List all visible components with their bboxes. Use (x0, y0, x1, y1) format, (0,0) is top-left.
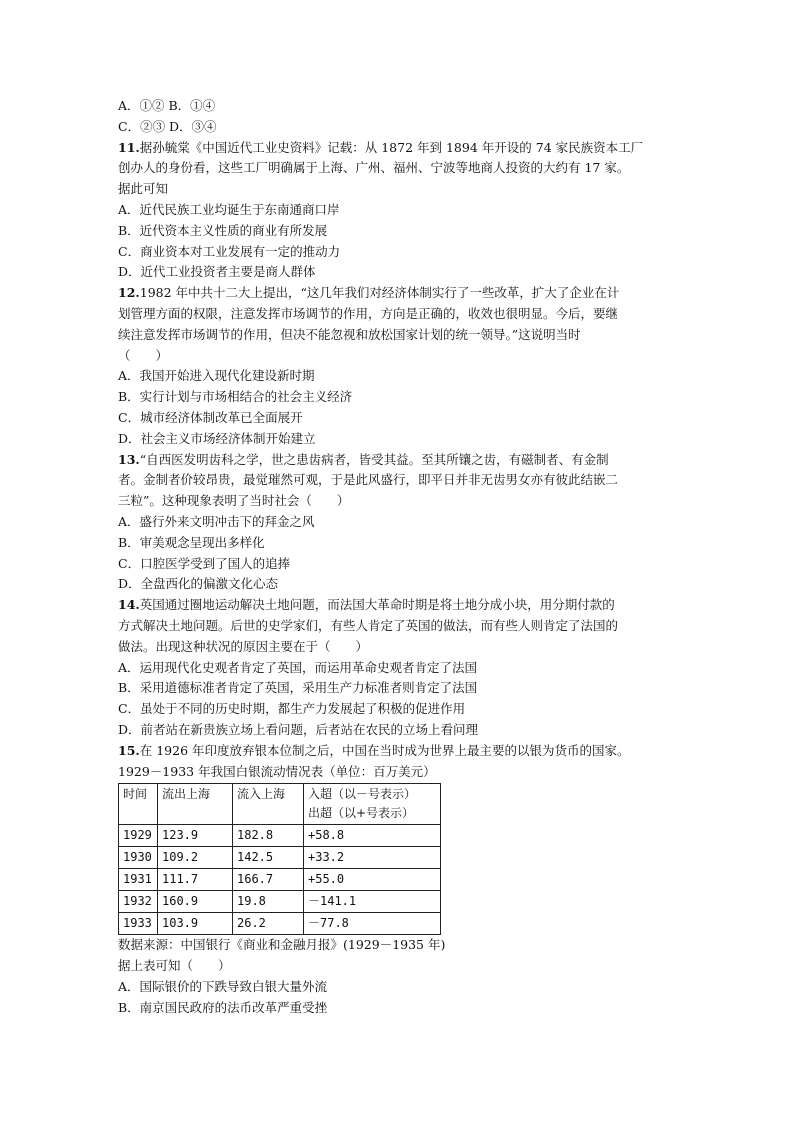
q12-stem (118, 283, 678, 304)
table-header-cell (304, 784, 441, 825)
q11-option-a: A．近代民族工业均诞生于东南通商口岸 (118, 201, 340, 217)
q12-option-c: C．城市经济体制改革已全面展开 (118, 409, 303, 425)
q11-stem (118, 138, 678, 159)
q11-option-d: D．近代工业投资者主要是商人群体 (118, 264, 316, 280)
table-cell: 1933 (119, 913, 158, 935)
table-header-cell: 时间 (119, 784, 158, 825)
table-row (119, 913, 441, 935)
q11-option-c: C．商业资本对工业发展有一定的推动力 (118, 243, 341, 259)
q14-stem-line: 方式解决土地问题。后世的史学家们，有些人肯定了英国的做法，而有些人则肯定了法国的 (118, 617, 619, 633)
q13-stem-text: “自西医发明齿科之学，世之患齿病者，皆受其益。至其所镶之齿，有磁制者、有金制 (139, 451, 609, 467)
table-cell: 26.2 (233, 913, 304, 935)
q12-stem-line: 续注意发挥市场调节的作用，但决不能忽视和放松国家计划的统一领导。”这说明当时 (118, 326, 581, 342)
table-row (119, 825, 441, 847)
q15-option-a: A．国际银价的下跌导致白银大量外流 (118, 978, 328, 994)
q15-option-b: B．南京国民政府的法币改革严重受挫 (118, 999, 328, 1015)
q10-option-line: A．①② B．①④ (118, 98, 216, 113)
table-header-cell: 流出上海 (158, 784, 233, 825)
q13-stem-line: 者。金制者价较昂贵，最觉璀然可观，于是此风盛行，即平日并非无齿男女亦有彼此结嵌二 (118, 472, 619, 488)
question-number: 11. (118, 139, 140, 155)
table-cell: 109.2 (158, 847, 233, 869)
q12-stem-line: 划管理方面的权限，注意发挥市场调节的作用，方向是正确的，收效也很明显。今后，要继 (118, 305, 619, 321)
q15-stem-text: 在 1926 年印度放弃银本位制之后，中国在当时成为世界上最主要的以银为货币的国家。 (139, 742, 630, 758)
table-cell: 142.5 (233, 847, 304, 869)
question-number: 15. (118, 742, 140, 758)
q14-stem (118, 595, 678, 616)
q15-prompt: 据上表可知（ ） (118, 958, 231, 974)
table-cell: 166.7 (233, 869, 304, 891)
q11-stem-text: 据孙毓棠《中国近代工业史资料》记载：从 1872 年到 1894 年开设的 74 家民族资本工厂 (139, 139, 644, 155)
q12-option-a: A．我国开始进入现代化建设新时期 (118, 368, 315, 384)
table-cell: 123.9 (158, 825, 233, 847)
table-cell: +55.0 (304, 869, 441, 891)
q12-option-d: D．社会主义市场经济体制开始建立 (118, 430, 316, 446)
table-cell: －141.1 (304, 891, 441, 913)
table-cell: 19.8 (233, 891, 304, 913)
table-caption: 1929－1933 年我国白银流动情况表（单位：百万美元） (118, 763, 436, 779)
q13-option-b: B．审美观念呈现出多样化 (118, 534, 265, 550)
question-number: 14. (118, 597, 140, 613)
silver-flow-table (118, 783, 441, 935)
exam-page (118, 96, 678, 1018)
q13-option-d: D．全盘西化的偏激文化心态 (118, 576, 279, 592)
table-cell: 182.8 (233, 825, 304, 847)
table-cell: 1929 (119, 825, 158, 847)
q12-stem-line: （ ） (118, 347, 169, 363)
table-source: 数据来源：中国银行《商业和金融月报》(1929－1935 年) (118, 937, 446, 953)
table-row (119, 891, 441, 913)
q14-option-b: B．采用道德标准者肯定了英国，采用生产力标准者则肯定了法国 (118, 680, 478, 696)
table-cell: 1931 (119, 869, 158, 891)
table-cell: －77.8 (304, 913, 441, 935)
q10-option-line: C．②③ D．③④ (118, 118, 217, 134)
q15-stem (118, 741, 678, 762)
table-header-cell: 流入上海 (233, 784, 304, 825)
q13-option-a: A．盛行外来文明冲击下的拜金之风 (118, 513, 315, 529)
q14-stem-line: 做法。出现这种状况的原因主要在于（ ） (118, 638, 369, 654)
table-cell: +58.8 (304, 825, 441, 847)
q13-stem (118, 450, 678, 471)
table-cell: 1930 (119, 847, 158, 869)
q11-stem-line: 据此可知 (118, 181, 169, 197)
question-number: 13. (118, 451, 140, 467)
q13-option-c: C．口腔医学受到了国人的追捧 (118, 555, 291, 571)
table-cell: 111.7 (158, 869, 233, 891)
q14-option-a: A．运用现代化史观者肯定了英国，而运用革命史观者肯定了法国 (118, 659, 478, 675)
table-row (119, 847, 441, 869)
q14-option-d: D．前者站在新贵族立场上看问题，后者站在农民的立场上看问理 (118, 721, 479, 737)
table-cell: +33.2 (304, 847, 441, 869)
table-cell: 1932 (119, 891, 158, 913)
question-number: 12. (118, 285, 140, 301)
table-row (119, 869, 441, 891)
table-cell: 160.9 (158, 891, 233, 913)
q11-option-b: B．近代资本主义性质的商业有所发展 (118, 222, 328, 238)
header-line: 入超（以－号表示） (308, 787, 417, 802)
q12-option-b: B．实行计划与市场相结合的社会主义经济 (118, 389, 353, 405)
q14-option-c: C．虽处于不同的历史时期，都生产力发展起了积极的促进作用 (118, 701, 466, 717)
q13-stem-line: 三粒”。这种现象表明了当时社会（ ） (118, 493, 350, 509)
table-cell: 103.9 (158, 913, 233, 935)
header-line: 出超（以+号表示） (308, 806, 415, 821)
table-header-row (119, 784, 441, 825)
q14-stem-text: 英国通过圈地运动解决土地问题，而法国大革命时期是将土地分成小块，用分期付款的 (139, 597, 615, 613)
q11-stem-line: 创办人的身份看，这些工厂明确属于上海、广州、福州、宁波等地商人投资的大约有 17 家。 (118, 160, 630, 176)
q12-stem-text: 1982 年中共十二大上提出，“这几年我们对经济体制实行了一些改革，扩大了企业在计 (139, 285, 620, 301)
